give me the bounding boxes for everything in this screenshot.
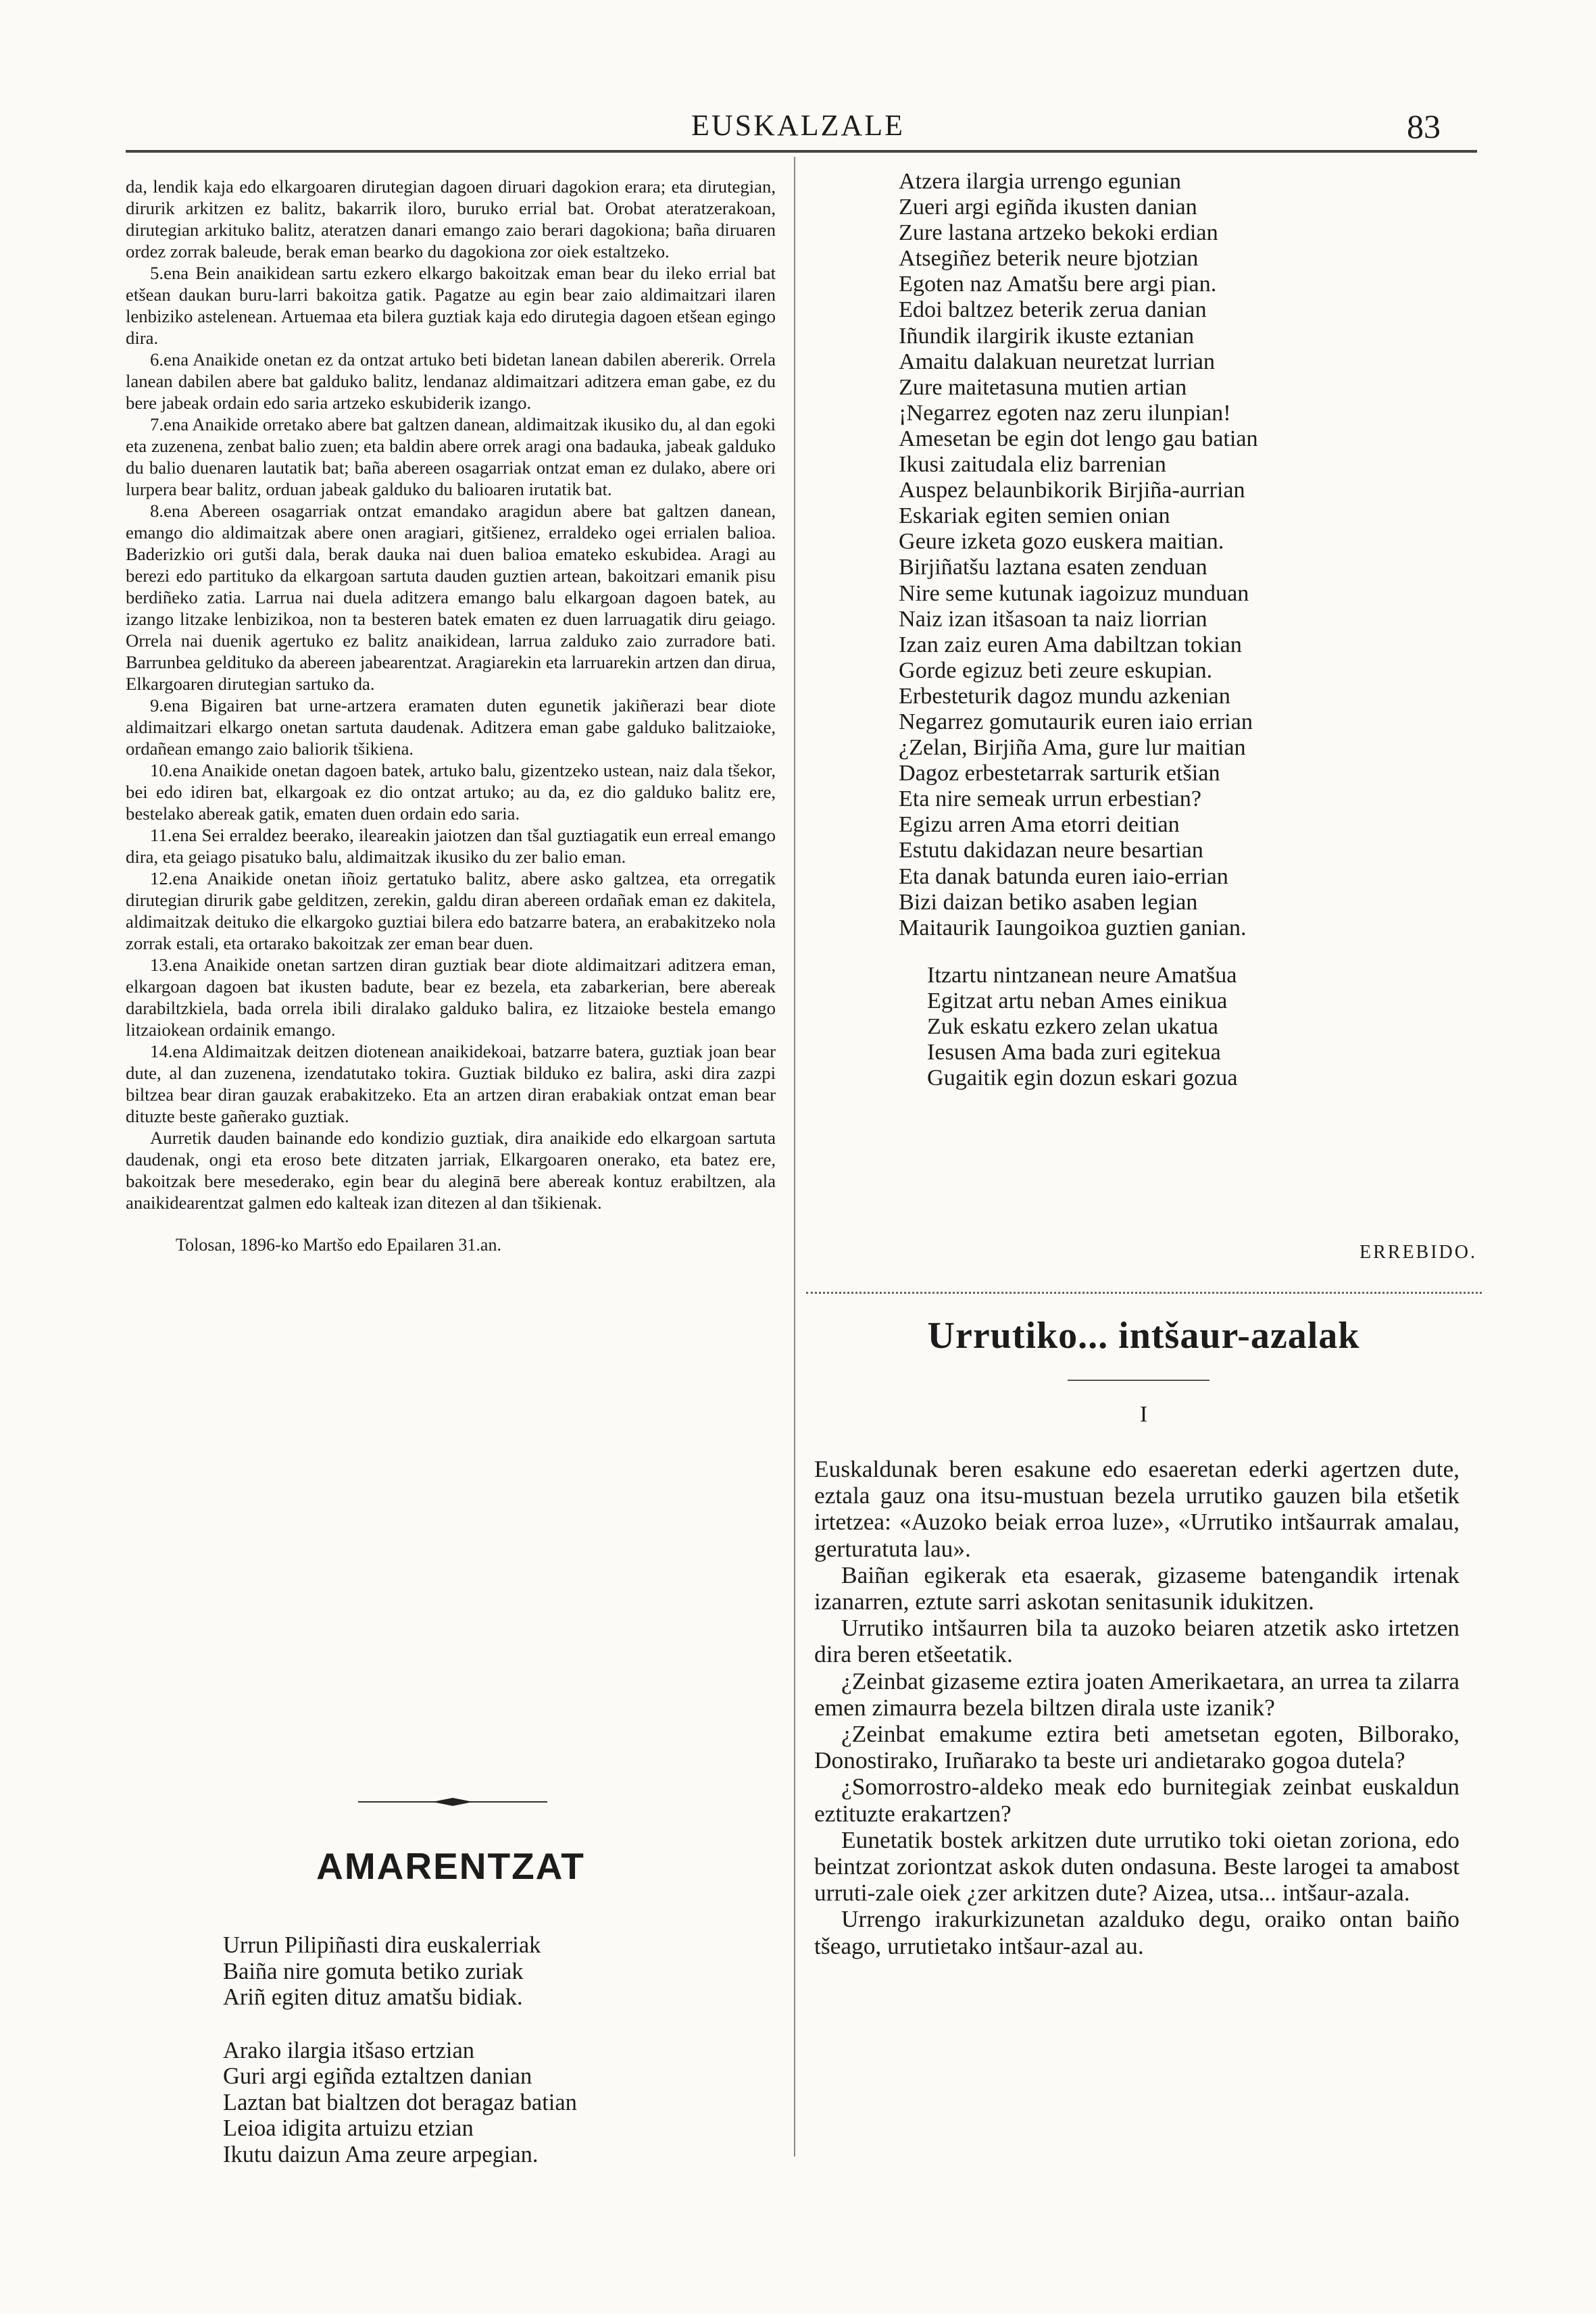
poem-line: Laztan bat bialtzen dot beragaz batian bbox=[223, 2089, 577, 2115]
bylaws-paragraph: 9.ena Bigairen bat urne-artzera eramaten duten egunetik jakiñerazi bear diote aldimaitzari elkargo onetan sartuta daudenak. Aditzera eman gabe galduko balitzaioke, ordañean emango zaio baliorik tšikiena. bbox=[126, 695, 776, 759]
ornament-divider bbox=[358, 1797, 547, 1807]
poem-line: Leioa idigita artuizu etzian bbox=[223, 2115, 474, 2141]
article-paragraph: Euskaldunak beren esakune edo esaeretan ederki agertzen dute, eztala gauz ona itsu-mustuan bezela urrutiko gauzen bila etšetik irtetzea: «Auzoko beiak erroa luze», «Urrutiko intšaurrak amalau, gerturatuta lau». bbox=[814, 1455, 1460, 1562]
poem-line: Zueri argi egiñda ikusten danian bbox=[899, 195, 1197, 220]
poem-line: Baiña nire gomuta betiko zuriak bbox=[223, 1958, 524, 1984]
poem-line: Gorde egizuz beti zeure eskupian. bbox=[899, 657, 1213, 683]
poem-line: Izan zaiz euren Ama dabiltzan tokian bbox=[899, 632, 1242, 657]
poem-line: Zure lastana artzeko bekoki erdian bbox=[899, 220, 1218, 246]
dateline: Tolosan, 1896-ko Martšo edo Epailaren 31.an. bbox=[176, 1235, 501, 1255]
bylaws-paragraph: Aurretik dauden bainande edo kondizio guztiak, dira anaikide edo elkargoan sartuta daudenak, ongi eta eroso bete ditzaten jarriak, Elkargoaren onerako, eta batez ere, bakoitzak bere mesederako, egin bear du aleginā bere abereak kontuz erabiltzen, ala anaikidearentzat galmen edo kalteak izan ditezen al dan tšikienak. bbox=[126, 1128, 776, 1213]
poem-line: Atzera ilargia urrengo egunian bbox=[899, 169, 1181, 194]
title-underline bbox=[1068, 1380, 1210, 1381]
poem-line: Negarrez gomutaurik euren iaio errian bbox=[899, 709, 1253, 734]
poem-line: Geure izketa gozo euskera maitian. bbox=[899, 529, 1224, 555]
bylaws-paragraph: 8.ena Abereen osagarriak ontzat emandako aragidun abere bat galtzen danean, emango dio aldimaitzak abere onen aragiari, gitšienez, erraldeko ogei errialen balioa. Baderizkio ori gutši dala, berak dauka nai duen balioa emateko eskubidea. Aragi au berezi edo partituko da elkargoan sartuta dauden guztien artean, bakoitzari emanik pisu berdiñeko zatia. Larrua nai duela aditzera emango balu elkargoan dagoen batek, au izango litzake lenbizikoa, non ta besteren batek ematen ez duen larruagatik diru geiago. Orrela nai duenik agertuko ez balitz anaikidean, larrua zalduko zaio zurradore bati. Barrunbea geldituko da abereen jabearentzat. Aragiarekin eta larruarekin artzen dan dirua, Elkargoaren dirutegian sartuko da. bbox=[126, 501, 776, 694]
poem-line: Ikutu daizun Ama zeure arpegian. bbox=[223, 2141, 539, 2167]
bylaws-paragraph: 5.ena Bein anaikidean sartu ezkero elkargo bakoitzak eman bear du ileko errial bat etšean daukan buru-larri bakoitza gatik. Pagatze au egin bear zaio aldimaitzari ilaren lenbiziko astelenean. Artuemaa eta bilera guztiak kaja edo dirutegia dagoen etšean egingo dira. bbox=[126, 263, 776, 348]
section-divider bbox=[806, 1292, 1482, 1294]
poem-line: Zure maitetasuna mutien artian bbox=[899, 374, 1187, 400]
poem-line: Iesusen Ama bada zuri egitekua bbox=[927, 1040, 1221, 1065]
article-paragraph: Urrengo irakurkizunetan azalduko degu, oraiko ontan baiño tšeago, urrutietako intšaur-azal au. bbox=[814, 1905, 1460, 1959]
bylaws-paragraph: 14.ena Aldimaitzak deitzen diotenean anaikidekoai, batzarre batera, guztiak joan bear dute, al dan zuzenena, izendatutako tokira. Guztiak bilduko ez balira, aski dira zazpi biltzea bear diran gauzak erabakitzeko. Eta an artzen diran erabakiak ontzat eman bear dituzte beste gañerako guztiak. bbox=[126, 1041, 776, 1126]
poem-line: Atsegiñez beterik neure bjotzian bbox=[899, 246, 1199, 272]
poem-line: Egoten naz Amatšu bere argi pian. bbox=[899, 272, 1217, 297]
bylaws-paragraph: 6.ena Anaikide onetan ez da ontzat artuko beti bidetan lanean dabilen abererik. Orrela lanean dabilen abere bat galduko balitz, lendanaz aldimaitzari aditzera eman gabe, ez du bere jabeak ordain edo saria artzeko eskubiderik izango. bbox=[126, 349, 776, 413]
poem-line: Arako ilargia itšaso ertzian bbox=[223, 2037, 475, 2063]
poem-line: Egitzat artu neban Ames einikua bbox=[927, 988, 1228, 1013]
poem-line: Erbesteturik dagoz mundu azkenian bbox=[899, 683, 1230, 709]
article-paragraph: Baiñan egikerak eta esaerak, gizaseme batengandik irtenak izanarren, eztute sarri askotan senitasunik idukitzen. bbox=[814, 1561, 1460, 1615]
poem-line: Urrun Pilipiñasti dira euskalerriak bbox=[223, 1932, 541, 1958]
poem-line: Itzartu nintzanean neure Amatšua bbox=[927, 962, 1237, 988]
poem-line: Dagoz erbestetarrak sarturik etšian bbox=[899, 761, 1220, 786]
poem-line: Amaitu dalakuan neuretzat lurrian bbox=[899, 349, 1215, 374]
page-number: 83 bbox=[1407, 107, 1441, 145]
bylaws-paragraph: 10.ena Anaikide onetan dagoen batek, artuko balu, gizentzeko ustean, naiz dala tšekor, bei edo idiren bat, elkargoak ez dio ontzat artuko; au da, ez dio galduko balitz ere, bestelako abereak gatik, ematen duen ordain edo saria. bbox=[126, 760, 776, 824]
poem-line: Gugaitik egin dozun eskari gozua bbox=[927, 1065, 1238, 1091]
bylaws-paragraph: 11.ena Sei erraldez beerako, ileareakin jaiotzen dan tšal guztiagatik eun erreal emango dira, eta geiago pisatuko balu, aldimaitzak ikusiko du zer balio eman. bbox=[126, 825, 776, 867]
poem-line: Auspez belaunbikorik Birjiña-aurrian bbox=[899, 478, 1245, 503]
poem-line: Ikusi zaitudala eliz barrenian bbox=[899, 452, 1166, 478]
poem-amarentzat-start bbox=[223, 1932, 764, 2167]
poem-line: Guri argi egiñda eztaltzen danian bbox=[223, 2063, 532, 2089]
article-paragraph: ¿Zeinbat emakume eztira beti ametsetan egoten, Bilborako, Donostirako, Iruñarako ta beste uri andietarako gogoa dutela? bbox=[814, 1720, 1460, 1774]
poem-line: Eta danak batunda euren iaio-errian bbox=[899, 863, 1228, 889]
poem-stanza bbox=[899, 169, 1460, 941]
poem-stanza bbox=[927, 963, 1460, 1091]
poem-line: Eskariak egiten semien onian bbox=[899, 503, 1170, 529]
poem-line: Naiz izan itšasoan ta naiz liorrian bbox=[899, 606, 1207, 632]
poem-amarentzat-continuation bbox=[899, 169, 1460, 1091]
poem-line: Edoi baltzez beterik zerua danian bbox=[899, 297, 1207, 323]
bylaws-paragraph: 12.ena Anaikide onetan iñoiz gertatuko balitz, abere asko galtzea, eta orregatik dirutegian dirurik gabe gelditzen, zerekin, galdu diran abereen ordañak eman ez dakitela, aldimaitzak deituko die elkargoko guztiai bilera edo batzarre batera, an erabakitzeko nola zorrak estali, eta ortarako bakoitzak zer eman bear duen. bbox=[126, 868, 776, 953]
poem-title-amarentzat: AMARENTZAT bbox=[316, 1845, 585, 1887]
article-paragraph: Eunetatik bostek arkitzen dute urrutiko toki oietan zoriona, edo beintzat zoriontzat askok duten ondasuna. Beste larogei ta amabost urruti-zale oiek ¿zer arkitzen dute? Aizea, utsa... intšaur-azala. bbox=[814, 1826, 1460, 1907]
poem-line: Zuk eskatu ezkero zelan ukatua bbox=[927, 1014, 1218, 1039]
poem-line: Bizi daizan betiko asaben legian bbox=[899, 889, 1198, 915]
poem-line: ¿Zelan, Birjiña Ama, gure lur maitian bbox=[899, 735, 1246, 761]
poem-line: Ariñ egiten dituz amatšu bidiak. bbox=[223, 1984, 523, 2010]
bylaws-text bbox=[126, 176, 776, 1255]
header-rule bbox=[126, 150, 1477, 153]
poem-line: Estutu dakidazan neure besartian bbox=[899, 838, 1203, 863]
poem-signature: ERREBIDO. bbox=[1360, 1242, 1477, 1263]
poem-line: Birjiñatšu laztana esaten zenduan bbox=[899, 555, 1207, 580]
poem-line: Iñundik ilargirik ikuste eztanian bbox=[899, 323, 1195, 349]
article-body-urrutiko bbox=[814, 1456, 1460, 1959]
article-title-urrutiko: Urrutiko... intšaur-azalak bbox=[927, 1315, 1360, 1357]
bylaws-paragraph: 7.ena Anaikide orretako abere bat galtzen danean, aldimaitzak ikusiko du, al dan egoki eta zuzenena, zenbat balio zuen; eta baldin abere orrek aragi ona badauka, jabeak galduko du balio duenaren lautatik bat; baña abereen osagarriak ontzat eman ez dulako, abere ori lurpera bear balitz, orduan jabeak galduko du balioaren irutatik bat. bbox=[126, 414, 776, 499]
poem-line: Eta nire semeak urrun erbestian? bbox=[899, 786, 1202, 812]
column-divider bbox=[794, 157, 795, 2157]
poem-line: Amesetan be egin dot lengo gau batian bbox=[899, 426, 1258, 451]
article-paragraph: Urrutiko intšaurren bila ta auzoko beiaren atzetik asko irtetzen dira beren etšeetatik. bbox=[814, 1614, 1460, 1668]
section-number: I bbox=[1139, 1402, 1148, 1427]
bylaws-paragraph: da, lendik kaja edo elkargoaren dirutegian dagoen diruari dagokion erara; eta dirutegian, dirurik arkitzen ez balitz, bakarrik iloro, buruko errial bat. Orobat ateratzerakoan, dirutegian arkituko balitz, ateratzen danari emango zaio berari dagokiona; baña diruaren ordez zorrak baleude, berak eman bearko du dagokiona zor oiek estaltzeko. bbox=[126, 176, 776, 261]
poem-line: ¡Negarrez egoten naz zeru ilunpian! bbox=[899, 400, 1231, 426]
poem-line: Egizu arren Ama etorri deitian bbox=[899, 812, 1180, 838]
poem-line: Nire seme kutunak iagoizuz munduan bbox=[899, 580, 1249, 606]
running-header-title: EUSKALZALE bbox=[691, 109, 905, 142]
bylaws-paragraph: 13.ena Anaikide onetan sartzen diran guztiak bear diote aldimaitzari aditzera eman, elkargoan dagoen bat ikusten badute, bear ez bezela, eta zabarkerian, bere abereak darabiltzkiela, bada orrela ibili diralako galduko balira, ez litzaioke bestela emango litzaiokean ordainik emango. bbox=[126, 955, 776, 1040]
poem-line: Maitaurik Iaungoikoa guztien ganian. bbox=[899, 915, 1247, 940]
article-paragraph: ¿Somorrostro-aldeko meak edo burnitegiak zeinbat euskaldun eztituzte erakartzen? bbox=[814, 1773, 1460, 1827]
article-paragraph: ¿Zeinbat gizaseme eztira joaten Amerikaetara, an urrea ta zilarra emen zimaurra bezela biltzen dirala uste izanik? bbox=[814, 1667, 1460, 1721]
